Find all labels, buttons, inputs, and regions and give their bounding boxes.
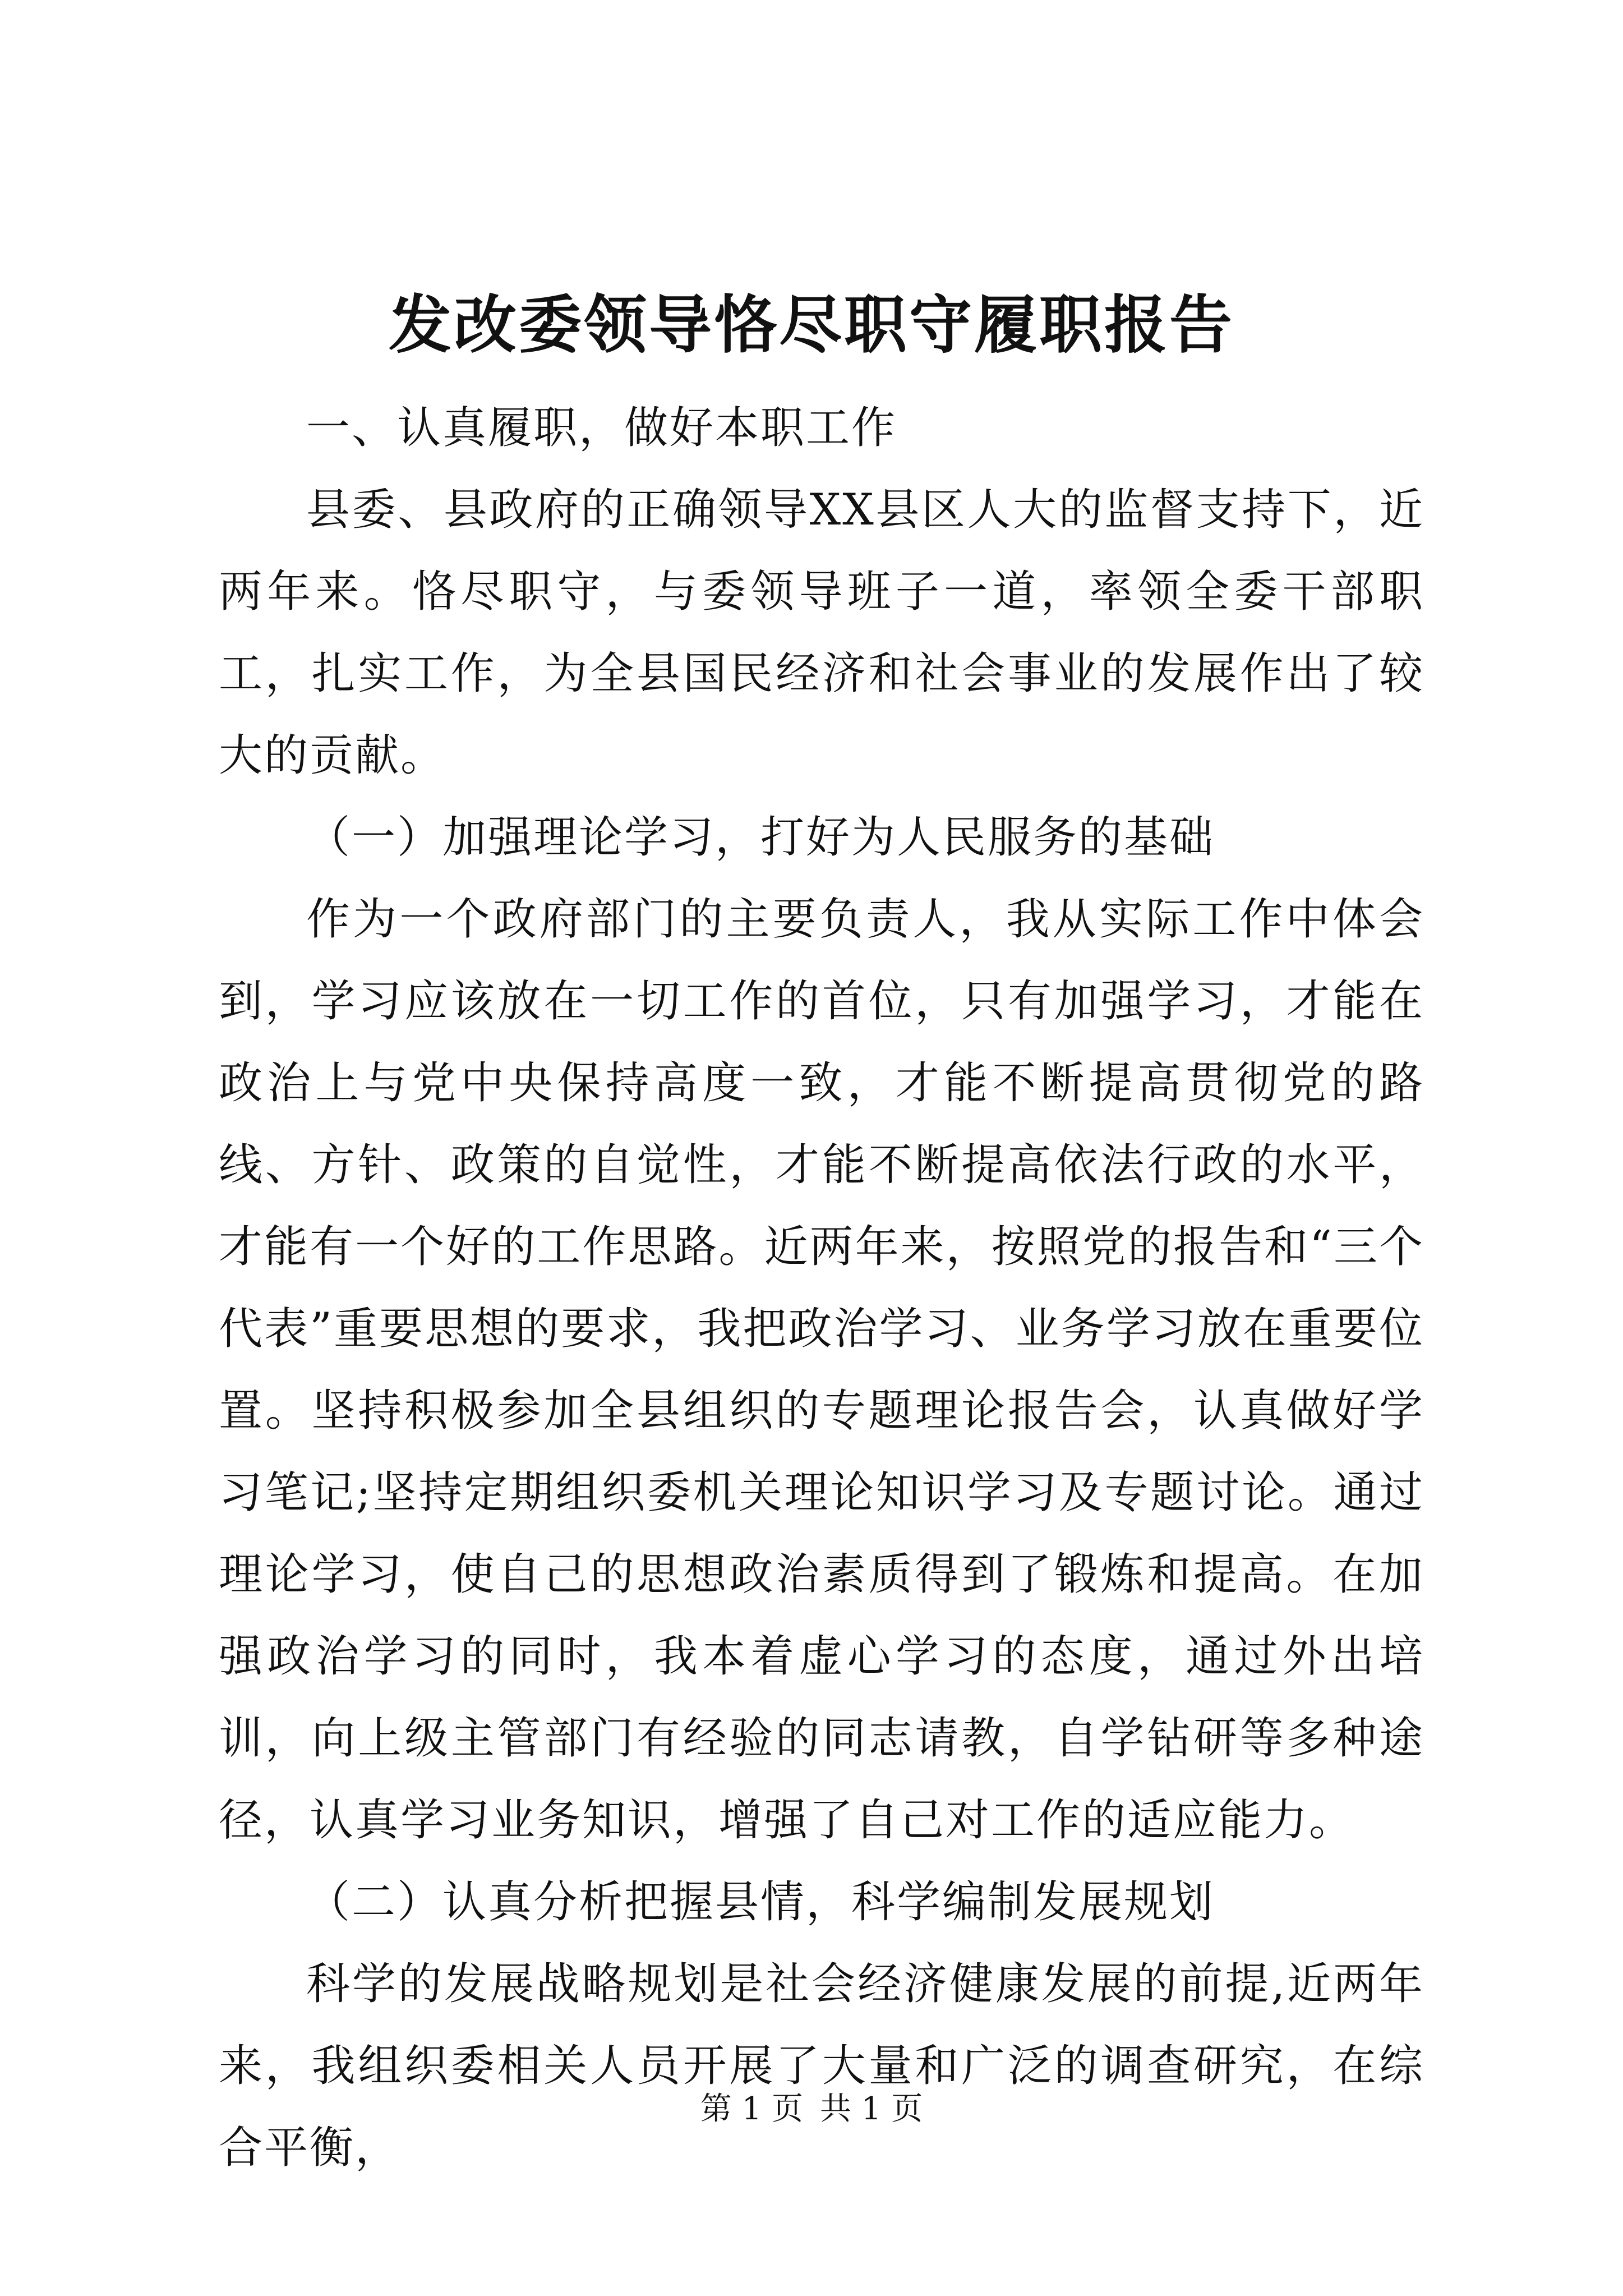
document-body bbox=[219, 387, 1424, 2189]
page-number: 第 1 页 bbox=[700, 2091, 803, 2127]
subsection-heading-2: （二）认真分析把握县情，科学编制发展规划 bbox=[306, 1877, 1215, 1927]
page-footer bbox=[0, 2087, 1623, 2132]
document-title: 发改委领导恪尽职守履职报告 bbox=[389, 288, 1234, 362]
page-total: 共 1 页 bbox=[820, 2091, 923, 2127]
paragraph-3: 科学的发展战略规划是社会经济健康发展的前提,近两年来，我组织委相关人员开展了大量和广泛的调查研究，在综合平衡， bbox=[219, 1959, 1424, 2173]
subsection-heading-1: （一）加强理论学习，打好为人民服务的基础 bbox=[306, 812, 1215, 863]
paragraph-2: 作为一个政府部门的主要负责人，我从实际工作中体会到，学习应该放在一切工作的首位，只有加强学习，才能在政治上与党中央保持高度一致，才能不断提高贯彻党的路线、方针、政策的自觉性，才能不断提高依法行政的水平，才能有一个好的工作思路。近两年来，按照党的报告和“三个代表”重要思想的要求，我把政治学习、业务学习放在重要位置。坚持积极参加全县组织的专题理论报告会，认真做好学习笔记;坚持定期组织委机关理论知识学习及专题讨论。通过理论学习，使自己的思想政治素质得到了锻炼和提高。在加强政治学习的同时，我本着虚心学习的态度，通过外出培训，向上级主管部门有经验的同志请教，自学钻研等多种途径，认真学习业务知识，增强了自己对工作的适应能力。 bbox=[219, 894, 1424, 1846]
section-heading-1: 一、认真履职，做好本职工作 bbox=[306, 403, 897, 453]
paragraph-1: 县委、县政府的正确领导XX县区人大的监督支持下，近两年来。恪尽职守，与委领导班子一道，率领全委干部职工，扎实工作，为全县国民经济和社会事业的发展作出了较大的贡献。 bbox=[219, 485, 1424, 781]
